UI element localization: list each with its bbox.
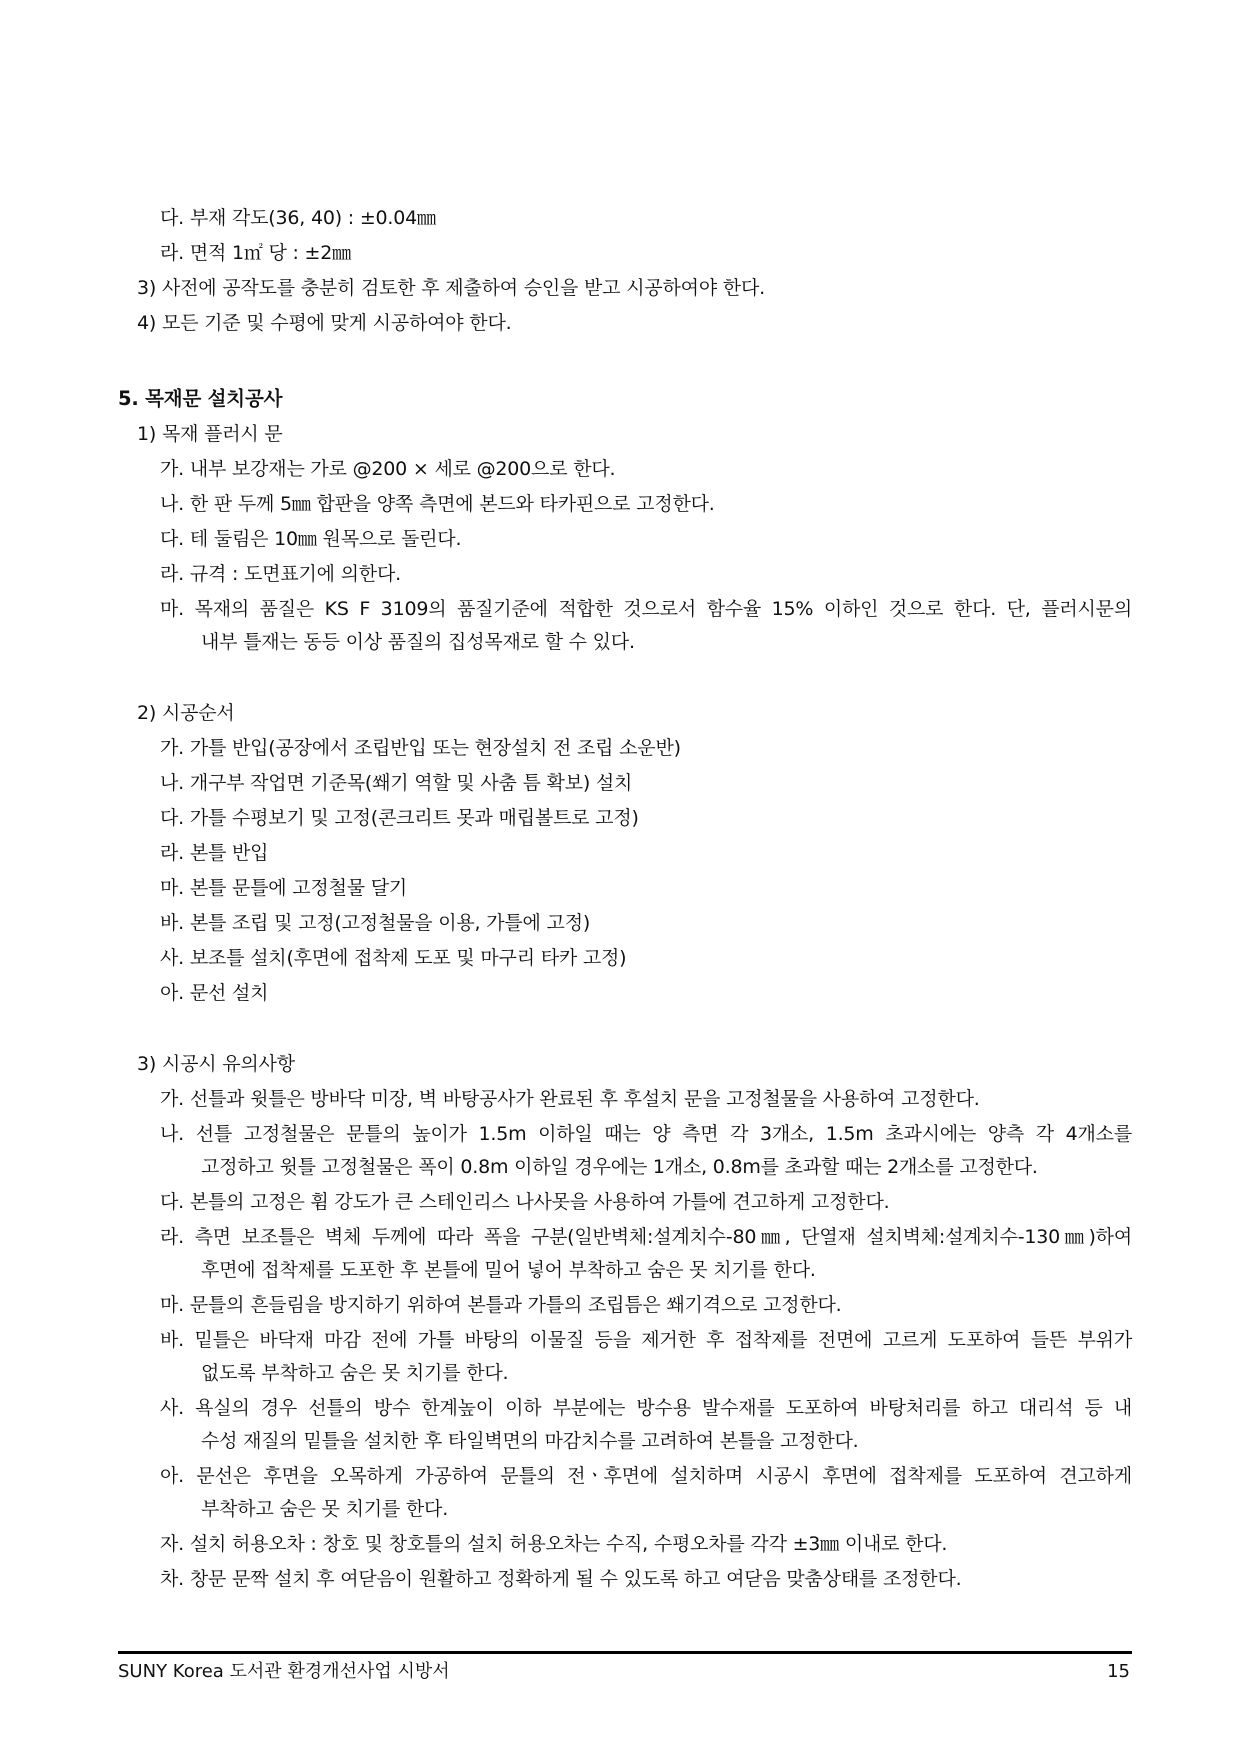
- note-cha: 차. 창문 문짝 설치 후 여닫음이 원활하고 정확하게 될 수 있도록 하고 여닫음 맞춤상태를 조정한다.: [160, 1568, 962, 1590]
- step-da: 다. 가틀 수평보기 및 고정(콘크리트 못과 매립볼트로 고정): [160, 807, 639, 829]
- step-ga: 가. 가틀 반입(공장에서 조립반입 또는 현장설치 전 조립 소운반): [160, 737, 681, 759]
- step-na: 나. 개구부 작업면 기준목(쐐기 역할 및 사춤 틈 확보) 설치: [160, 772, 633, 794]
- item-ma-quality-cont: 내부 틀재는 동등 이상 품질의 집성목재로 할 수 있다.: [201, 631, 635, 653]
- item-da-edge: 다. 테 둘림은 10㎜ 원목으로 돌린다.: [160, 528, 462, 550]
- note-ja: 자. 설치 허용오차 : 창호 및 창호틀의 설치 허용오차는 수직, 수평오차를 각각 ±3㎜ 이내로 한다.: [160, 1533, 948, 1555]
- note-a: 아. 문선은 후면을 오목하게 가공하여 문틀의 전ㆍ후면에 설치하며 시공시 후면에 접착제를 도포하여 견고하게: [160, 1465, 1132, 1487]
- footer-divider: [118, 1651, 1132, 1654]
- note-sa: 사. 욕실의 경우 선틀의 방수 한계높이 이하 부분에는 방수용 발수재를 도포하여 바탕처리를 하고 대리석 등 내: [160, 1397, 1132, 1419]
- section-title: 5. 목재문 설치공사: [118, 387, 283, 410]
- page-number: 15: [1107, 1661, 1130, 1682]
- step-ba: 바. 본틀 조립 및 고정(고정철물을 이용, 가틀에 고정): [160, 912, 591, 934]
- step-sa: 사. 보조틀 설치(후면에 접착제 도포 및 마구리 타카 고정): [160, 947, 627, 969]
- step-ra: 라. 본틀 반입: [160, 842, 269, 864]
- subsection-1-title: 1) 목재 플러시 문: [137, 423, 283, 445]
- note-na-cont: 고정하고 윗틀 고정철물은 폭이 0.8m 이하일 경우에는 1개소, 0.8m를 초과할 때는 2개소를 고정한다.: [201, 1156, 1038, 1178]
- subsection-3-title: 3) 시공시 유의사항: [137, 1053, 295, 1075]
- item-ga-reinforcement: 가. 내부 보강재는 가로 @200 × 세로 @200으로 한다.: [160, 458, 616, 480]
- footer-title: SUNY Korea 도서관 환경개선사업 시방서: [118, 1661, 450, 1682]
- item-da-angle: 다. 부재 각도(36, 40) : ±0.04㎜: [160, 207, 436, 229]
- step-a: 아. 문선 설치: [160, 982, 269, 1004]
- note-sa-cont: 수성 재질의 밑틀을 설치한 후 타일벽면의 마감치수를 고려하여 본틀을 고정한다.: [201, 1430, 859, 1452]
- subsection-2-title: 2) 시공순서: [137, 702, 235, 724]
- item-3-shop-drawing: 3) 사전에 공작도를 충분히 검토한 후 제출하여 승인을 받고 시공하여야 한다.: [137, 277, 765, 299]
- note-ga: 가. 선틀과 윗틀은 방바닥 미장, 벽 바탕공사가 완료된 후 후설치 문을 고정철물을 사용하여 고정한다.: [160, 1088, 980, 1110]
- note-na: 나. 선틀 고정철물은 문틀의 높이가 1.5m 이하일 때는 양 측면 각 3개소, 1.5m 초과시에는 양측 각 4개소를: [160, 1123, 1132, 1145]
- note-a-cont: 부착하고 숨은 못 치기를 한다.: [201, 1498, 449, 1520]
- item-ma-quality: 마. 목재의 품질은 KS F 3109의 품질기준에 적합한 것으로서 함수율 15% 이하인 것으로 한다. 단, 플러시문의: [160, 598, 1132, 620]
- note-da: 다. 본틀의 고정은 휨 강도가 큰 스테인리스 나사못을 사용하여 가틀에 견고하게 고정한다.: [160, 1191, 890, 1213]
- item-4-level: 4) 모든 기준 및 수평에 맞게 시공하여야 한다.: [137, 312, 512, 334]
- note-ra-cont: 후면에 접착제를 도포한 후 본틀에 밀어 넣어 부착하고 숨은 못 치기를 한다.: [201, 1259, 816, 1281]
- note-ra: 라. 측면 보조틀은 벽체 두께에 따라 폭을 구분(일반벽체:설계치수-80㎜, 단열재 설치벽체:설계치수-130㎜)하여: [160, 1226, 1132, 1248]
- item-ra-area: 라. 면적 1㎡ 당 : ±2㎜: [160, 242, 351, 264]
- step-ma: 마. 본틀 문틀에 고정철물 달기: [160, 877, 408, 899]
- item-ra-spec: 라. 규격 : 도면표기에 의한다.: [160, 563, 401, 585]
- note-ma: 마. 문틀의 흔들림을 방지하기 위하여 본틀과 가틀의 조립틈은 쐐기격으로 고정한다.: [160, 1294, 842, 1316]
- item-na-plywood: 나. 한 판 두께 5㎜ 합판을 양쪽 측면에 본드와 타카핀으로 고정한다.: [160, 493, 715, 515]
- note-ba: 바. 밑틀은 바닥재 마감 전에 가틀 바탕의 이물질 등을 제거한 후 접착제를 전면에 고르게 도포하여 들뜬 부위가: [160, 1329, 1132, 1351]
- note-ba-cont: 없도록 부착하고 숨은 못 치기를 한다.: [201, 1362, 509, 1384]
